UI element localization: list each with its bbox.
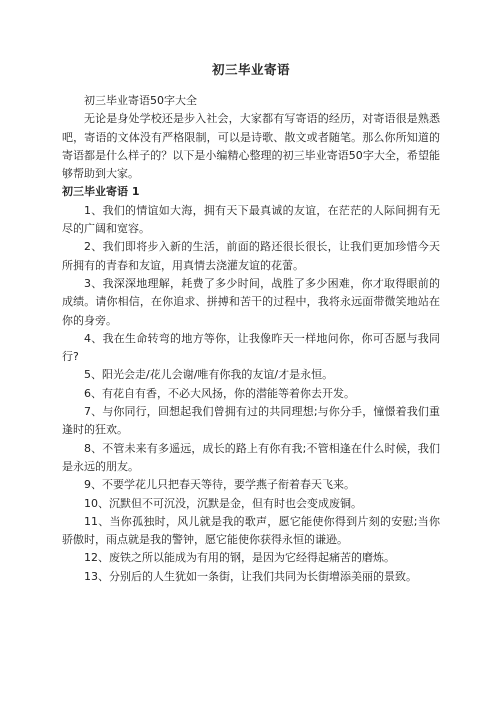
list-item: 2、我们即将步入新的生活，前面的路还很长很长，让我们更加珍惜今天所拥有的青春和友谊，用真情去浇灌友谊的花蕾。 <box>62 240 440 272</box>
list-item: 10、沉默但不可沉没，沉默是金，但有时也会变成废铜。 <box>84 496 362 510</box>
list-item: 13、分别后的人生犹如一条街，让我们共同为长街增添美丽的景致。 <box>84 569 417 583</box>
list-item: 11、当你孤独时，风儿就是我的歌声，愿它能使你得到片刻的安慰;当你骄傲时，雨点就是我的警钟，愿它能使你获得永恒的谦逊。 <box>62 514 440 547</box>
list-item: 6、有花自有香，不必大风扬，你的潜能等着你去开发。 <box>84 386 355 400</box>
list-item: 8、不管未来有多遥远，成长的路上有你有我;不管相逢在什么时候，我们是永远的朋友。 <box>62 441 440 473</box>
list-item: 9、不要学花儿只把春天等待，要学燕子衔着春天飞来。 <box>84 478 355 492</box>
list-item: 4、我在生命转弯的地方等你，让我像昨天一样地问你，你可否愿与我同行? <box>62 331 440 364</box>
list-item: 7、与你同行，回想起我们曾拥有过的共同理想;与你分手，憧憬着我们重逢时的狂欢。 <box>62 405 440 437</box>
intro-heading: 初三毕业寄语50字大全 <box>84 94 197 107</box>
document-title: 初三毕业寄语 <box>211 62 290 77</box>
section-title: 初三毕业寄语 1 <box>62 185 140 199</box>
list-item: 12、废铁之所以能成为有用的钢，是因为它经得起痛苦的磨炼。 <box>84 551 395 565</box>
intro-paragraph: 无论是身处学校还是步入社会，大家都有写寄语的经历，对寄语很是熟悉吧，寄语的文体没有严格限制，可以是诗歌、散文或者随笔。那么你所知道的寄语都是什么样子的？以下是小编精心整理的初三毕业寄语50字大全，希望能够帮助到大家。 <box>62 112 440 181</box>
list-item: 5、阳光会走/花儿会谢/唯有你我的友谊/才是永恒。 <box>84 368 334 382</box>
list-item: 3、我深深地理解，耗费了多少时间，战胜了多少困难，你才取得眼前的成绩。请你相信，在你追求、拼搏和苦干的过程中，我将永远面带微笑地站在你的身旁。 <box>62 276 440 327</box>
list-item: 1、我们的情谊如大海，拥有天下最真诚的友谊，在茫茫的人际间拥有无尽的广阔和宽容。 <box>62 203 440 236</box>
